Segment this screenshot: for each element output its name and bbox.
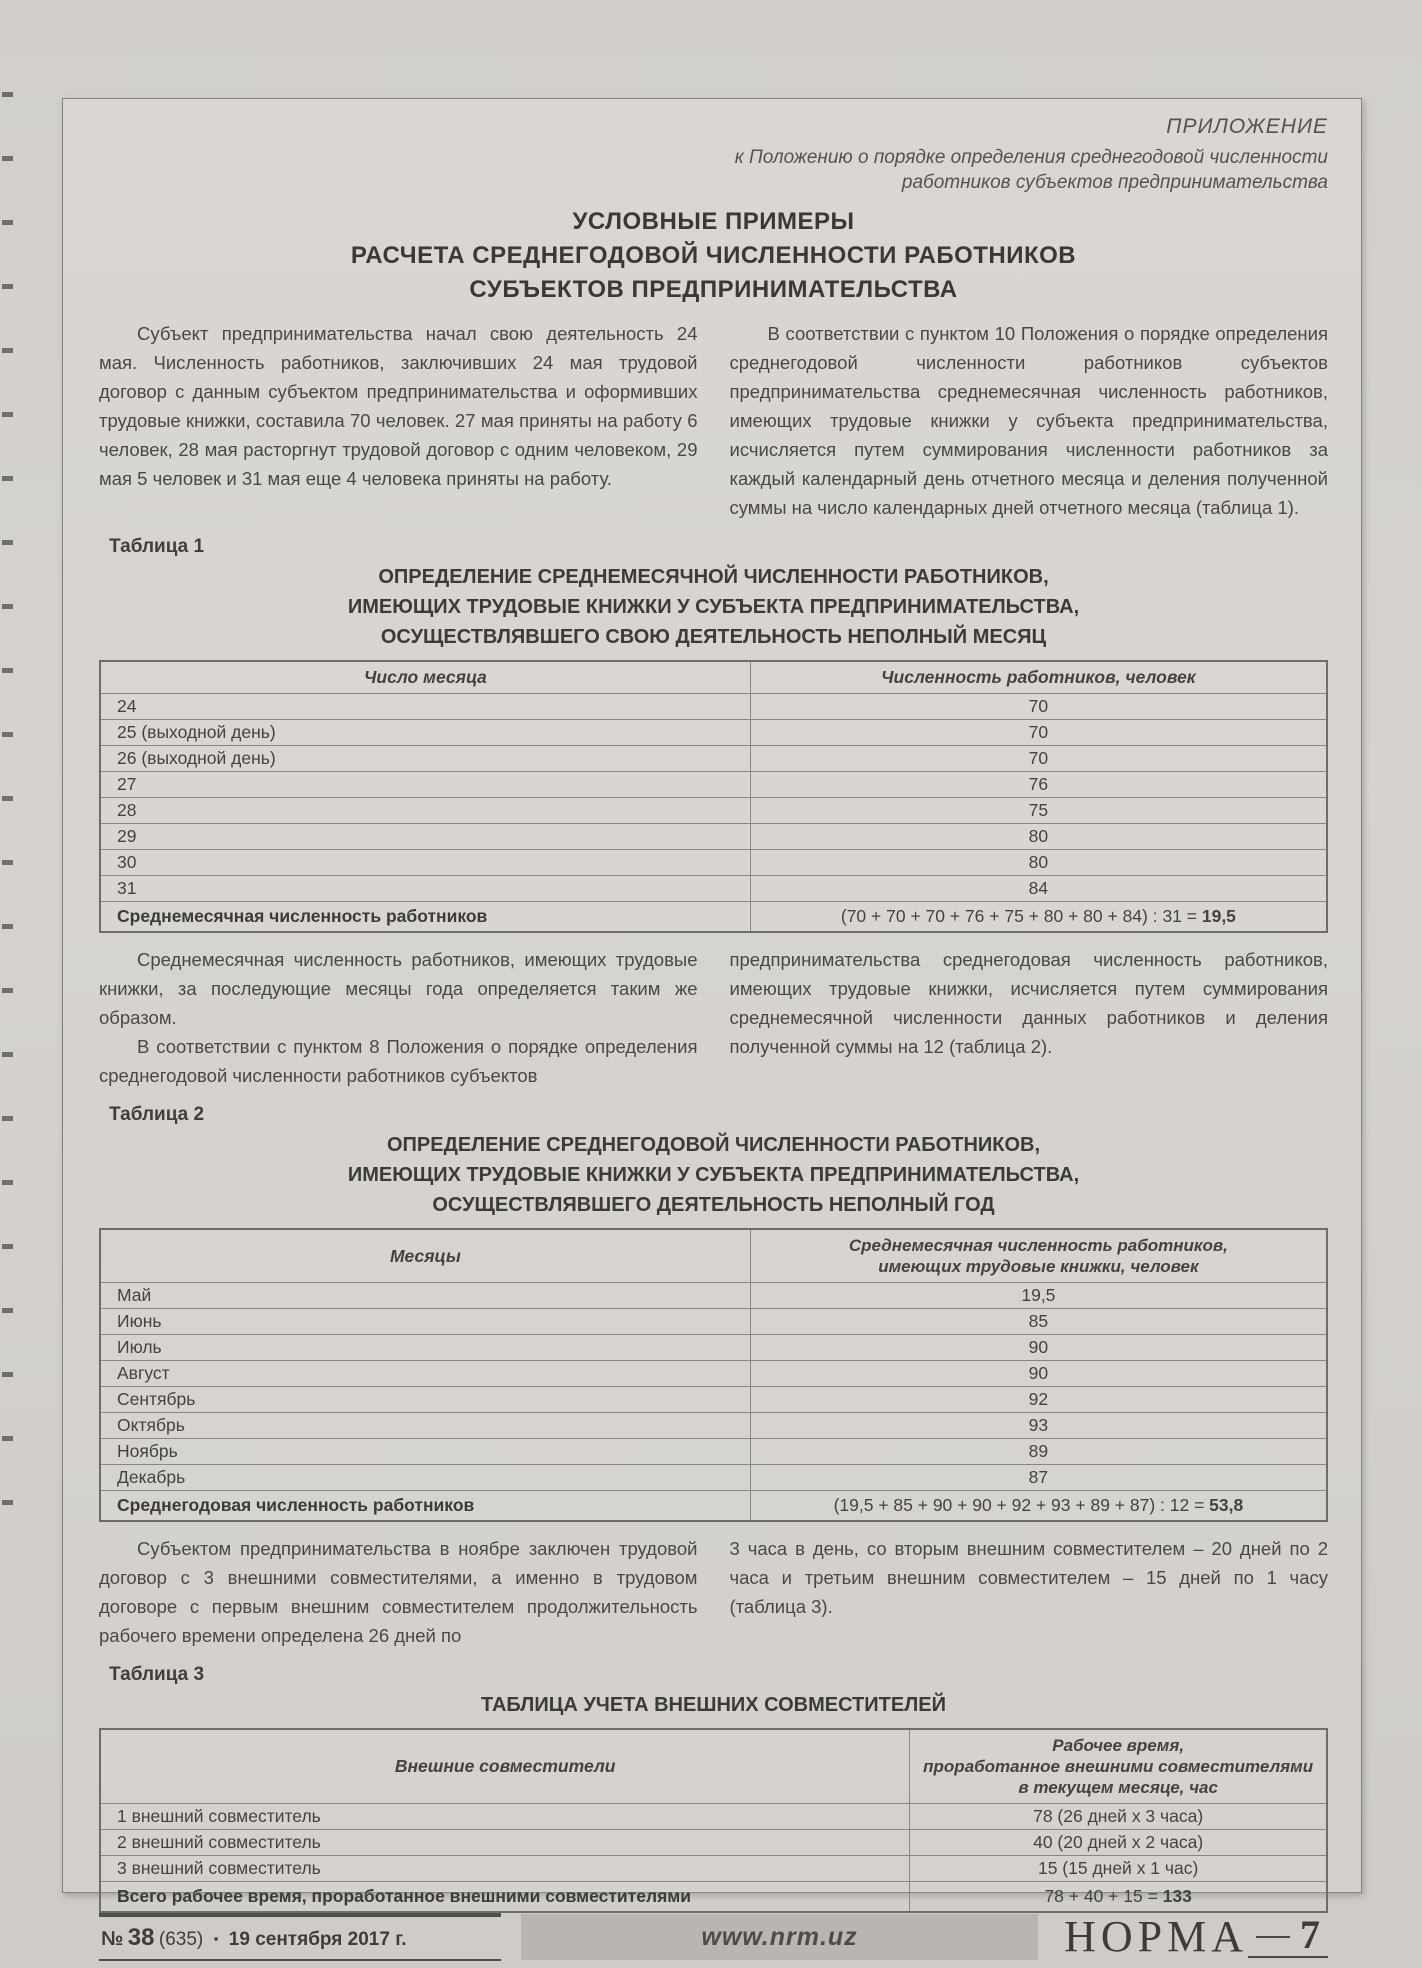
- table-row: 3 внешний совместитель 15 (15 дней х 1 час): [100, 1856, 1327, 1882]
- page-number-block: [1248, 1911, 1328, 1958]
- table-row: Октябрь 93: [100, 1413, 1327, 1439]
- title-line1: УСЛОВНЫЕ ПРИМЕРЫ: [572, 208, 855, 235]
- table2-title-line2: ИМЕЮЩИХ ТРУДОВЫЕ КНИЖКИ У СУБЪЕКТА ПРЕДПРИНИМАТЕЛЬСТВА,: [347, 1164, 1080, 1186]
- table3-total-label: Всего рабочее время, проработанное внешними совместителями: [100, 1882, 910, 1913]
- mid-paragraph-right: предпринимательства среднегодовая численность работников, имеющих трудовые книжки, исчисляется путем суммирования среднемесячной численности данных работников и деления полученной суммы на 12 (таблица 2).: [729, 949, 1328, 1057]
- table3-header-row: [100, 1729, 1327, 1804]
- table2-total-label: Среднегодовая численность работников: [100, 1491, 750, 1522]
- table1-total-value-cell: (70 + 70 + 70 + 76 + 75 + 80 + 80 + 84) : 31 = 19,5: [750, 902, 1327, 933]
- table-row: 31 84: [100, 876, 1327, 902]
- document-title: [99, 205, 1328, 307]
- table1-title-line1: ОПРЕДЕЛЕНИЕ СРЕДНЕМЕСЯЧНОЙ ЧИСЛЕННОСТИ РАБОТНИКОВ,: [378, 566, 1049, 588]
- table2-total-row: [100, 1491, 1327, 1522]
- mid-paragraph-1: Среднемесячная численность работников, имеющих трудовые книжки, за последующие месяцы года определяется таким же образом.: [99, 949, 698, 1028]
- table-row: 26 (выходной день) 70: [100, 746, 1327, 772]
- appendix-label: ПРИЛОЖЕНИЕ: [1166, 115, 1328, 138]
- table-row: Май 19,5: [100, 1283, 1327, 1309]
- table-row: Сентябрь 92: [100, 1387, 1327, 1413]
- table2: [99, 1228, 1328, 1522]
- table3-label: Таблица 3: [109, 1664, 205, 1685]
- para3-left: Субъектом предпринимательства в ноябре заключен трудовой договор с 3 внешними совместителями, а именно в трудовом договоре с первым внешним совместителем продолжительность рабочего времени определена 26 дней по: [99, 1538, 698, 1646]
- table-row: 29 80: [100, 824, 1327, 850]
- issue-prefix: №: [101, 1928, 124, 1950]
- table2-label: Таблица 2: [109, 1104, 205, 1125]
- table-row: Ноябрь 89: [100, 1439, 1327, 1465]
- para3-columns: [99, 1534, 1328, 1650]
- table-row: 30 80: [100, 850, 1327, 876]
- table-row: 25 (выходной день) 70: [100, 720, 1327, 746]
- table-row: 28 75: [100, 798, 1327, 824]
- issue-number: 38: [127, 1924, 155, 1951]
- table3-header-col2: Рабочее время, проработанное внешними совместителями в текущем месяце, час: [910, 1729, 1327, 1804]
- newspaper-page: [62, 98, 1362, 1962]
- website-url: www.nrm.uz: [701, 1922, 858, 1951]
- page-footer: [99, 1913, 1328, 1965]
- table-row: Июнь 85: [100, 1309, 1327, 1335]
- issue-info: [99, 1913, 501, 1961]
- brand-block: [1064, 1911, 1328, 1962]
- table1-title-line2: ИМЕЮЩИХ ТРУДОВЫЕ КНИЖКИ У СУБЪЕКТА ПРЕДПРИНИМАТЕЛЬСТВА,: [347, 596, 1080, 618]
- table-row: Декабрь 87: [100, 1465, 1327, 1491]
- issue-edition: (635): [158, 1929, 204, 1950]
- table-row: 27 76: [100, 772, 1327, 798]
- mid-paragraph-2: В соответствии с пунктом 8 Положения о порядке определения среднегодовой численности работников субъектов: [99, 1036, 698, 1086]
- brand-logo: НОРМА: [1064, 1912, 1248, 1962]
- table3-title: [99, 1690, 1328, 1720]
- appendix-block: [99, 115, 1328, 195]
- table2-title-line3: ОСУЩЕСТВЛЯВШЕГО ДЕЯТЕЛЬНОСТЬ НЕПОЛНЫЙ ГОД: [432, 1194, 995, 1216]
- table3: [99, 1728, 1328, 1913]
- table1: [99, 660, 1328, 933]
- table-row: Август 90: [100, 1361, 1327, 1387]
- binding-marks: [2, 92, 13, 1542]
- table-row: 2 внешний совместитель 40 (20 дней х 2 часа): [100, 1830, 1327, 1856]
- table1-header-row: [100, 661, 1327, 694]
- para3-right: 3 часа в день, со вторым внешним совместителем – 20 дней по 2 часа и третьим внешним совместителем – 15 дней по 1 часу (таблица 3).: [729, 1538, 1328, 1617]
- table1-header-col2: Численность работников, человек: [750, 661, 1327, 694]
- table1-total-label: Среднемесячная численность работников: [100, 902, 750, 933]
- intro-paragraph-right: В соответствии с пунктом 10 Положения о порядке определения среднегодовой численности работников субъектов предпринимательства среднемесячная численность работников, имеющих трудовые книжки у субъекта предпринимательства, исчисляется путем суммирования численности работников за каждый календарный день отчетного месяца и деления полученной суммы на число календарных дней отчетного месяца (таблица 1).: [729, 323, 1328, 518]
- bullet-separator-icon: ▪: [213, 1931, 219, 1946]
- rule-dash: [1256, 1936, 1290, 1938]
- issue-date: 19 сентября 2017 г.: [228, 1929, 407, 1950]
- intro-columns: [99, 319, 1328, 522]
- appendix-subtitle-line2: работников субъектов предпринимательства: [901, 172, 1328, 193]
- table-row: 24 70: [100, 694, 1327, 720]
- table2-header-col1: Месяцы: [100, 1229, 750, 1283]
- table2-title-line1: ОПРЕДЕЛЕНИЕ СРЕДНЕГОДОВОЙ ЧИСЛЕННОСТИ РАБОТНИКОВ,: [386, 1134, 1041, 1156]
- website-band: [521, 1914, 1038, 1960]
- title-line3: СУБЪЕКТОВ ПРЕДПРИНИМАТЕЛЬСТВА: [469, 276, 958, 303]
- table1-total-row: [100, 902, 1327, 933]
- appendix-subtitle-line1: к Положению о порядке определения среднегодовой численности: [734, 147, 1328, 168]
- mid-column-left: [99, 945, 698, 1090]
- mid-columns: [99, 945, 1328, 1090]
- table1-title-line3: ОСУЩЕСТВЛЯВШЕГО СВОЮ ДЕЯТЕЛЬНОСТЬ НЕПОЛНЫЙ МЕСЯЦ: [380, 626, 1047, 648]
- table3-total-row: [100, 1882, 1327, 1913]
- table-row: Июль 90: [100, 1335, 1327, 1361]
- table1-header-col1: Число месяца: [100, 661, 750, 694]
- title-line2: РАСЧЕТА СРЕДНЕГОДОВОЙ ЧИСЛЕННОСТИ РАБОТНИКОВ: [350, 242, 1077, 269]
- table1-title: [99, 562, 1328, 652]
- table2-title: [99, 1130, 1328, 1220]
- table2-header-col2: Среднемесячная численность работников, имеющих трудовые книжки, человек: [750, 1229, 1327, 1283]
- intro-paragraph-left: Субъект предпринимательства начал свою деятельность 24 мая. Численность работников, заключивших 24 мая трудовой договор с данным субъектом предпринимательства и оформивших трудовые книжки, составила 70 человек. 27 мая приняты на работу 6 человек, 28 мая расторгнут трудовой договор с одним человеком, 29 мая 5 человек и 31 мая еще 4 человека приняты на работу.: [99, 323, 698, 489]
- page-number: 7: [1300, 1911, 1320, 1957]
- table2-total-value-cell: (19,5 + 85 + 90 + 90 + 92 + 93 + 89 + 87) : 12 = 53,8: [750, 1491, 1327, 1522]
- table-row: 1 внешний совместитель 78 (26 дней х 3 часа): [100, 1804, 1327, 1830]
- table2-header-row: [100, 1229, 1327, 1283]
- table3-total-value-cell: 78 + 40 + 15 = 133: [910, 1882, 1327, 1913]
- table1-label: Таблица 1: [109, 536, 205, 557]
- table3-header-col1: Внешние совместители: [100, 1729, 910, 1804]
- table3-title-line1: ТАБЛИЦА УЧЕТА ВНЕШНИХ СОВМЕСТИТЕЛЕЙ: [481, 1694, 946, 1716]
